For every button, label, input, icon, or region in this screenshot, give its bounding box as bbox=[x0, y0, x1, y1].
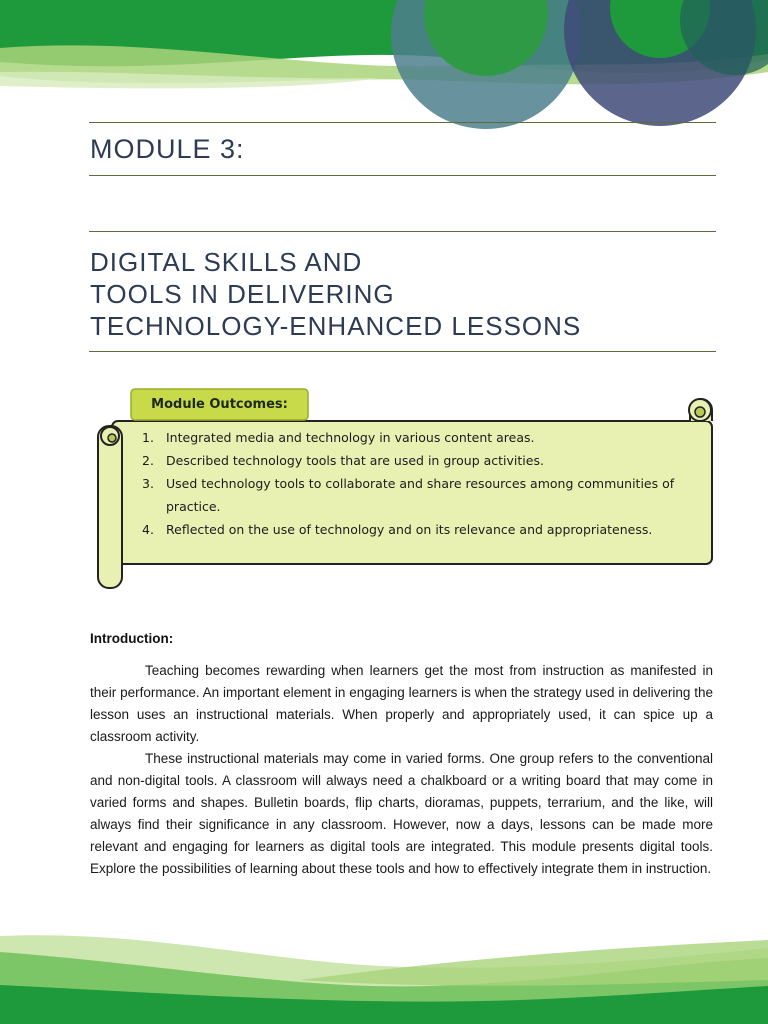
outcome-number: 1. bbox=[142, 430, 154, 445]
title-line-2: TOOLS IN DELIVERING bbox=[90, 279, 395, 309]
title-line-1: DIGITAL SKILLS AND bbox=[90, 247, 363, 277]
outcomes-badge: Module Outcomes: bbox=[151, 397, 288, 412]
outcome-text: Reflected on the use of technology and on its relevance and appropriateness. bbox=[166, 522, 653, 537]
outcome-item bbox=[142, 426, 702, 449]
introduction-paragraph-1: Teaching becomes rewarding when learners get the most from instruction as manifested in their performance. An important element in engaging learners is when the strategy used in delivering the lesson uses an instructional materials. When properly and appropriately used, it can spice up a classroom activity. bbox=[90, 663, 713, 744]
outcome-text: Integrated media and technology in various content areas. bbox=[166, 430, 535, 445]
title-line-3: TECHNOLOGY-ENHANCED LESSONS bbox=[90, 311, 582, 341]
outcome-item bbox=[142, 449, 702, 472]
outcome-text: Used technology tools to collaborate and share resources among communities of practice. bbox=[166, 476, 675, 514]
introduction-body bbox=[90, 660, 713, 880]
outcome-number: 3. bbox=[142, 476, 154, 491]
introduction-heading: Introduction: bbox=[90, 631, 174, 646]
outcome-number: 4. bbox=[142, 522, 154, 537]
outcome-number: 2. bbox=[142, 453, 154, 468]
introduction-paragraph-2: These instructional materials may come in varied forms. One group refers to the conventional and non-digital tools. A classroom will always need a chalkboard or a writing board that may come in varied forms and shapes. Bulletin boards, flip charts, dioramas, puppets, terrarium, and the like, will always find their significance in any classroom. However, now a days, lessons can be made more relevant and engaging for learners as digital tools are integrated. This module presents digital tools. Explore the possibilities of learning about these tools and how to effectively integrate them in instruction. bbox=[90, 751, 713, 876]
outcomes-list bbox=[142, 426, 702, 541]
outcome-text: Described technology tools that are used in group activities. bbox=[166, 453, 544, 468]
outcome-item bbox=[142, 518, 702, 541]
outcome-item bbox=[142, 472, 702, 518]
module-label: MODULE 3: bbox=[90, 134, 245, 164]
